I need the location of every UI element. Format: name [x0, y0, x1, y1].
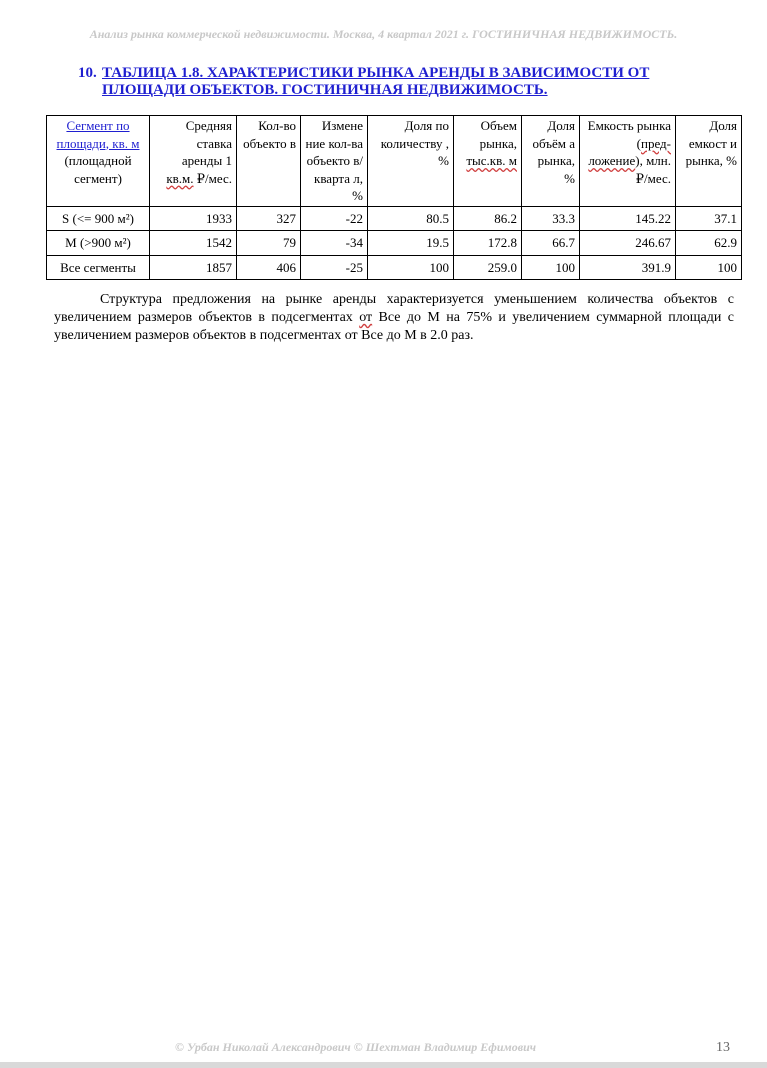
header-avg-rate	[150, 116, 237, 207]
header-volume	[454, 116, 522, 207]
section-title-line2: ПЛОЩАДИ ОБЪЕКТОВ. ГОСТИНИЧНАЯ НЕДВИЖИМОСТЬ.	[102, 82, 548, 98]
table-row	[47, 255, 742, 280]
section-title-line1: ТАБЛИЦА 1.8. ХАРАКТЕРИСТИКИ РЫНКА АРЕНДЫ В ЗАВИСИМОСТИ ОТ	[102, 65, 650, 81]
cell-segment: M (>900 м²)	[47, 231, 150, 256]
table-row	[47, 206, 742, 231]
segment-header-link[interactable]: Сегмент по площади, кв. м	[56, 118, 140, 151]
cell-count: 406	[237, 255, 301, 280]
cell-avg-rate: 1933	[150, 206, 237, 231]
avg-rate-header-unit: кв.м.	[166, 170, 194, 186]
section-heading[interactable]	[78, 65, 728, 99]
header-count: Кол-во объекто в	[237, 116, 301, 207]
table-row	[47, 231, 742, 256]
summary-text-flagged: от	[359, 310, 373, 325]
header-change: Измене ние кол-ва объекто в/кварта л, %	[301, 116, 368, 207]
cell-avg-rate: 1857	[150, 255, 237, 280]
cell-capacity: 246.67	[580, 231, 676, 256]
running-header: Анализ рынка коммерческой недвижимости. Москва, 4 квартал 2021 г. ГОСТИНИЧНАЯ НЕДВИЖИМОСТЬ.	[89, 27, 678, 41]
cell-capacity: 145.22	[580, 206, 676, 231]
cell-change: -22	[301, 206, 368, 231]
cell-count-share: 19.5	[368, 231, 454, 256]
cell-volume-share: 100	[522, 255, 580, 280]
cell-capacity-share: 62.9	[676, 231, 742, 256]
rental-market-table	[46, 115, 742, 280]
capacity-header-unit: ), млн.₽/мес.	[635, 153, 671, 186]
cell-count: 79	[237, 231, 301, 256]
cell-volume: 172.8	[454, 231, 522, 256]
cell-volume: 259.0	[454, 255, 522, 280]
cell-capacity-share: 37.1	[676, 206, 742, 231]
cell-capacity-share: 100	[676, 255, 742, 280]
cell-volume-share: 66.7	[522, 231, 580, 256]
page-number: 13	[716, 1040, 730, 1055]
summary-paragraph	[54, 291, 734, 345]
summary-text-2: Все до M на 75% и увеличением суммарной площади с увеличением размеров объектов в подсегментах от Все до M в 2.0 раз.	[54, 310, 734, 343]
cell-avg-rate: 1542	[150, 231, 237, 256]
cell-capacity: 391.9	[580, 255, 676, 280]
capacity-header-offer: пред-ложение	[588, 135, 671, 168]
volume-header-unit: тыс.кв. м	[466, 153, 517, 168]
cell-volume-share: 33.3	[522, 206, 580, 231]
cell-count-share: 80.5	[368, 206, 454, 231]
cell-change: -25	[301, 255, 368, 280]
summary-text-1: Структура предложения на рынке аренды характеризуется уменьшением количества объектов с увеличением размеров объектов в подсегментах	[54, 292, 734, 325]
table-header-row	[47, 116, 742, 207]
capacity-header-text: Емкость рынка (	[587, 118, 671, 151]
avg-rate-header-currency: ₽/мес.	[193, 170, 232, 186]
cell-count: 327	[237, 206, 301, 231]
cell-change: -34	[301, 231, 368, 256]
header-count-share: Доля по количеству , %	[368, 116, 454, 207]
cell-segment: Все сегменты	[47, 255, 150, 280]
volume-header-text: Объем рынка,	[479, 118, 517, 151]
section-number: 10.	[78, 65, 97, 81]
cell-count-share: 100	[368, 255, 454, 280]
cell-volume: 86.2	[454, 206, 522, 231]
header-segment	[47, 116, 150, 207]
header-capacity	[580, 116, 676, 207]
header-capacity-share: Доля емкост и рынка, %	[676, 116, 742, 207]
cell-segment: S (<= 900 м²)	[47, 206, 150, 231]
header-volume-share: Доля объём а рынка, %	[522, 116, 580, 207]
page-bottom-bar	[0, 1062, 767, 1068]
segment-header-sub: (площадной сегмент)	[64, 153, 132, 186]
copyright-footer: © Урбан Николай Александрович © Шехтман Владимир Ефимович	[175, 1040, 537, 1054]
avg-rate-header-text: Средняя ставка аренды 1	[181, 118, 232, 168]
